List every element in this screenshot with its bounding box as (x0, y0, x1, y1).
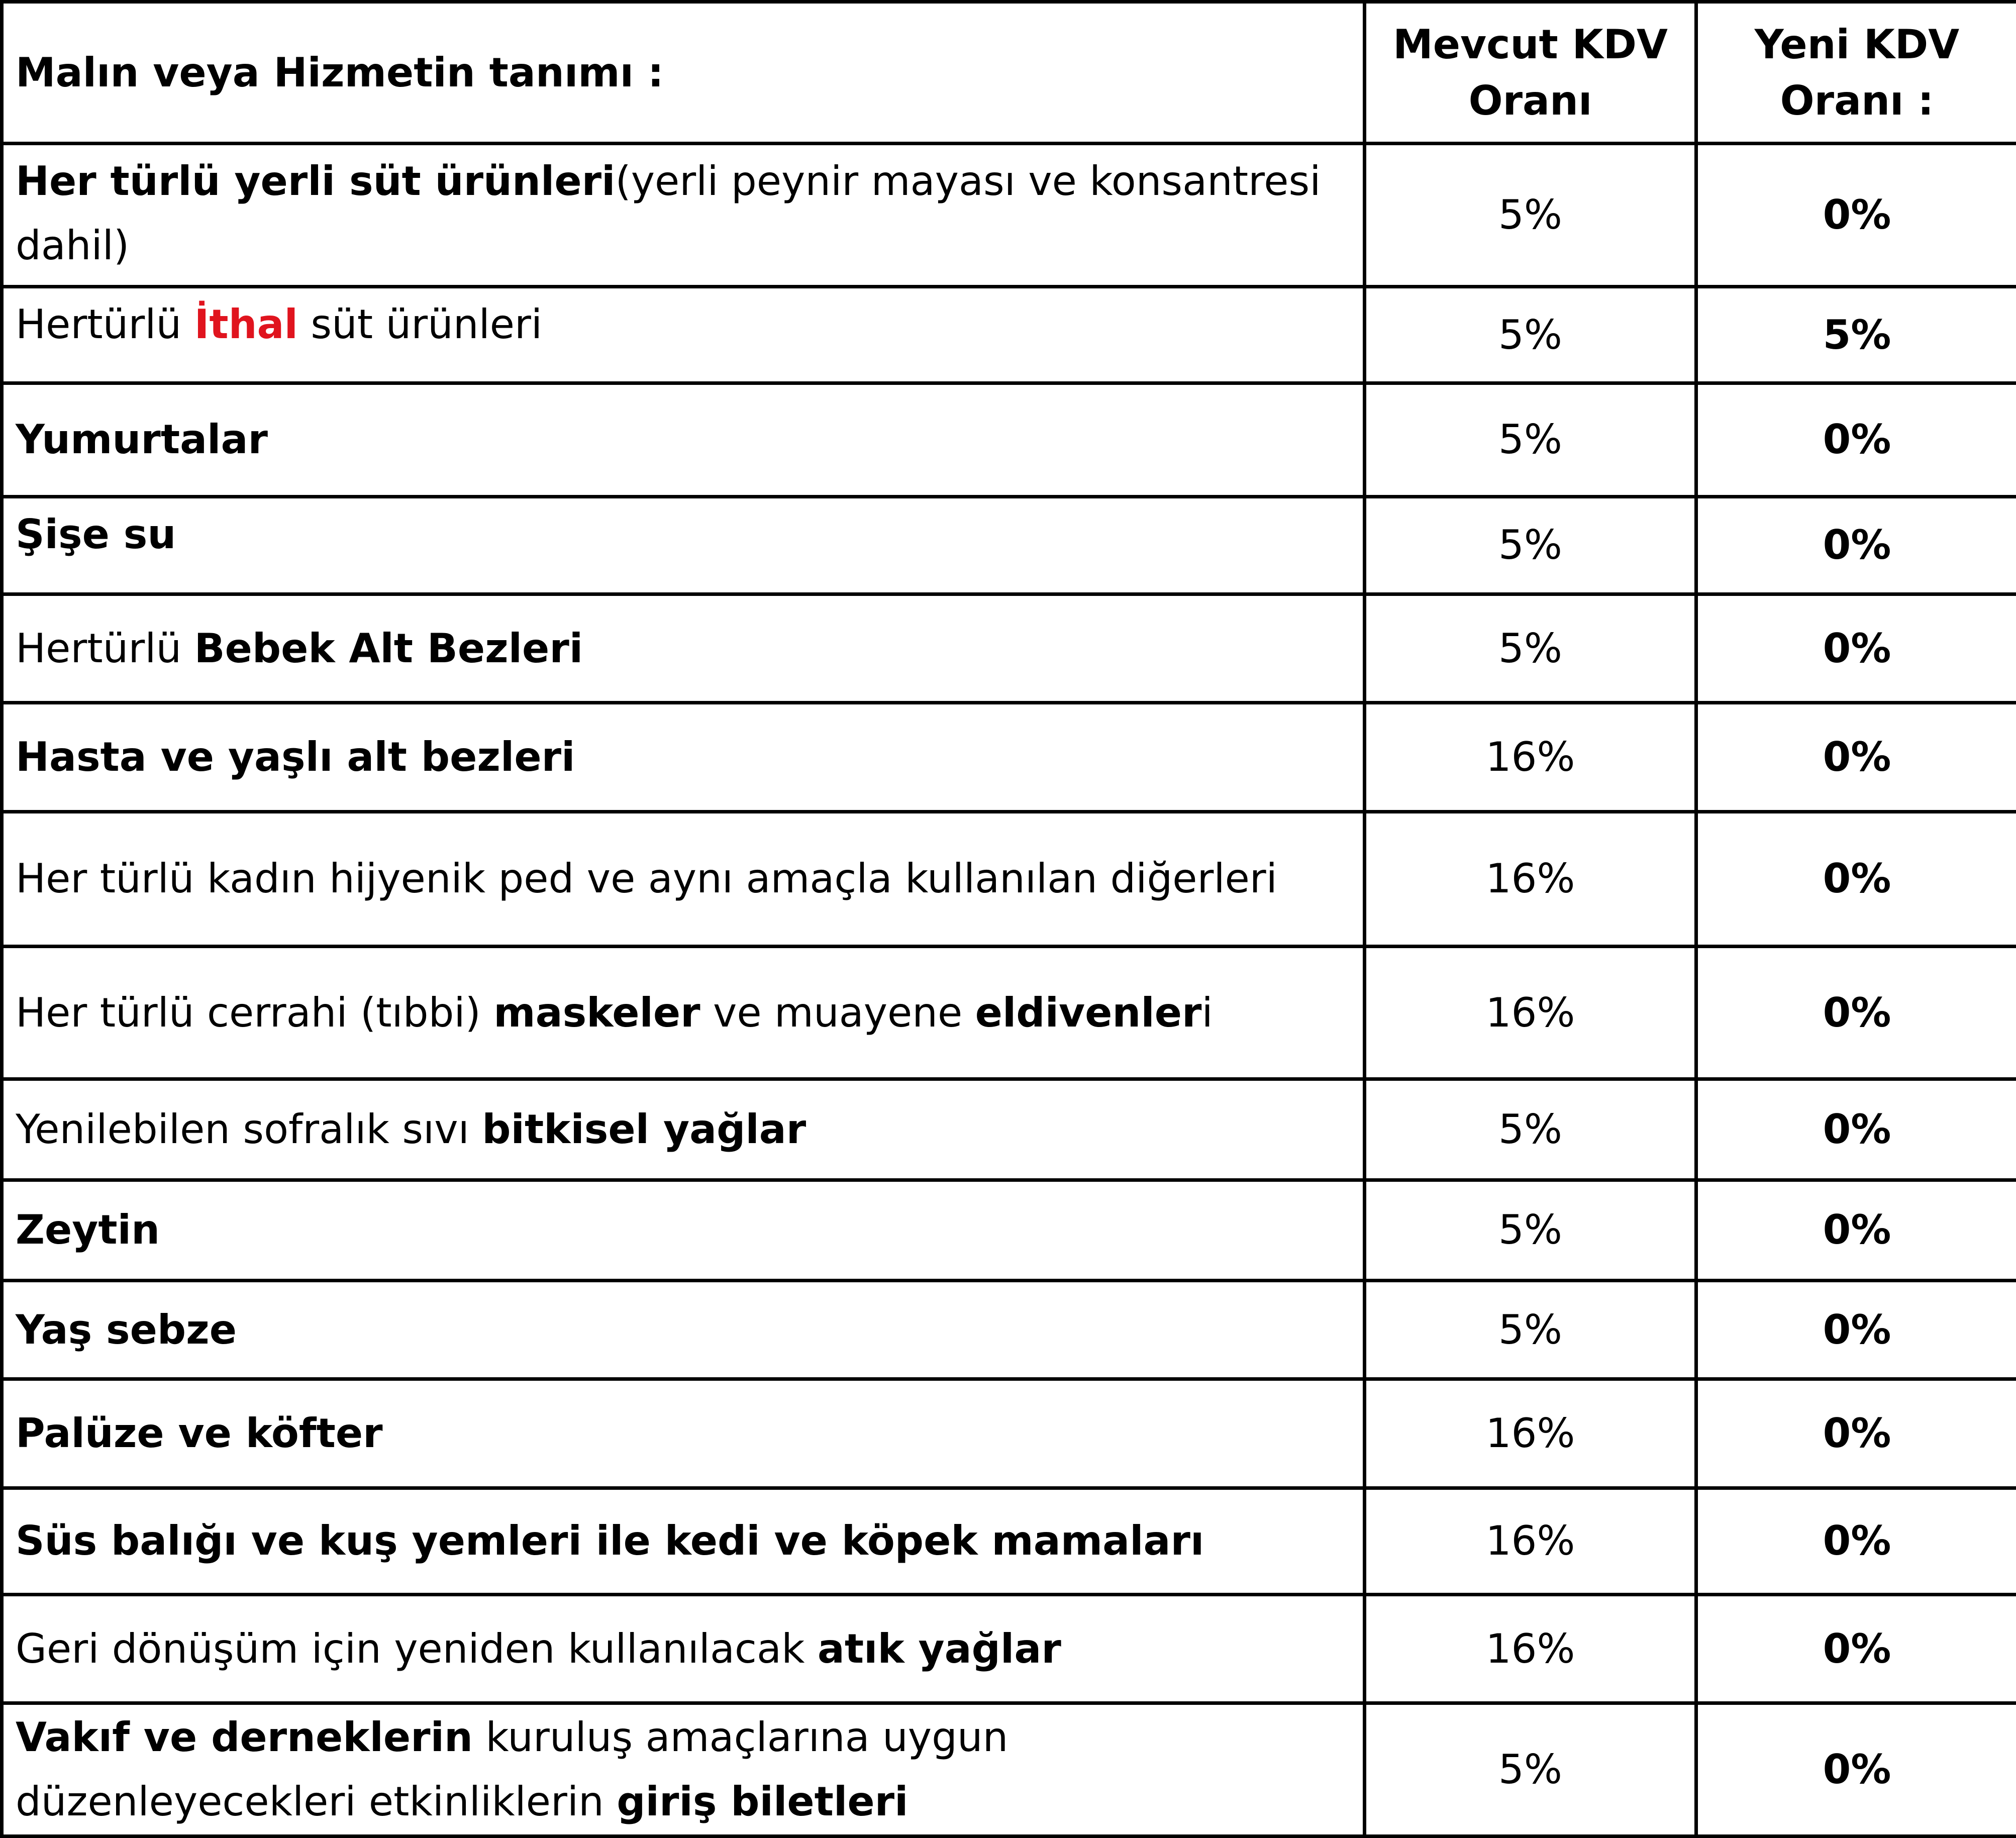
current-rate-cell: 5% (1365, 144, 1696, 286)
item-description (2, 286, 1365, 383)
new-rate-cell: 0% (1696, 1281, 2016, 1379)
item-description (2, 1180, 1365, 1280)
description-segment: (yerli peynir mayası ve konsantresi dahil) (16, 158, 1321, 269)
description-segment: ve muayene (700, 989, 975, 1036)
description-segment: Geri dönüşüm için yeniden kullanılacak (16, 1625, 818, 1672)
header-description (2, 2, 1365, 144)
new-rate-cell: 0% (1696, 1180, 2016, 1280)
description-segment: i (1201, 989, 1213, 1036)
header-new-rate (1696, 2, 2016, 144)
description-segment: Her türlü kadın hijyenik ped ve aynı amaçla kullanılan diğerleri (16, 855, 1277, 902)
item-description (2, 703, 1365, 811)
new-rate-cell: 0% (1696, 144, 2016, 286)
table-row (2, 703, 2016, 811)
current-rate-cell: 16% (1365, 1488, 1696, 1594)
table-row (2, 383, 2016, 496)
table-row (2, 1079, 2016, 1180)
current-rate-cell: 5% (1365, 1281, 1696, 1379)
item-description (2, 811, 1365, 946)
current-rate-cell: 5% (1365, 1180, 1696, 1280)
item-description (2, 594, 1365, 702)
current-rate-cell: 16% (1365, 1595, 1696, 1703)
description-segment: Hertürlü (16, 300, 194, 348)
new-rate-cell: 0% (1696, 1379, 2016, 1488)
current-rate-cell: 16% (1365, 1379, 1696, 1488)
description-segment: İthal (194, 300, 298, 348)
item-description (2, 1079, 1365, 1180)
current-rate-cell: 5% (1365, 383, 1696, 496)
header-current-rate-line1: Mevcut KDV (1393, 21, 1668, 68)
table-row (2, 1281, 2016, 1379)
table-row (2, 1703, 2016, 1836)
new-rate-cell: 0% (1696, 1595, 2016, 1703)
description-segment: atık yağlar (817, 1625, 1061, 1672)
item-description (2, 1595, 1365, 1703)
new-rate-cell: 0% (1696, 947, 2016, 1079)
description-segment: bitkisel yağlar (482, 1106, 807, 1153)
item-description (2, 1703, 1365, 1836)
item-description (2, 383, 1365, 496)
table-row (2, 811, 2016, 946)
description-segment: eldivenler (975, 989, 1202, 1036)
current-rate-cell: 5% (1365, 1703, 1696, 1836)
new-rate-cell: 0% (1696, 1703, 2016, 1836)
description-segment: Hasta ve yaşlı alt bezleri (16, 733, 575, 780)
description-segment: Her türlü yerli süt ürünleri (16, 158, 616, 205)
item-description (2, 1281, 1365, 1379)
description-segment: Yumurtalar (16, 416, 268, 463)
header-new-rate-line1: Yeni KDV (1754, 21, 1960, 68)
new-rate-cell: 0% (1696, 1079, 2016, 1180)
current-rate-cell: 16% (1365, 703, 1696, 811)
table-row (2, 594, 2016, 702)
header-new-rate-line2: Oranı : (1780, 77, 1934, 124)
description-segment: Palüze ve köfter (16, 1410, 383, 1457)
item-description (2, 1379, 1365, 1488)
current-rate-cell: 5% (1365, 594, 1696, 702)
current-rate-cell: 5% (1365, 286, 1696, 383)
table-row (2, 496, 2016, 594)
description-segment: Yaş sebze (16, 1306, 237, 1353)
item-description (2, 947, 1365, 1079)
description-segment: giriş biletleri (617, 1778, 909, 1825)
item-description (2, 144, 1365, 286)
table-row (2, 1180, 2016, 1280)
table-row (2, 1595, 2016, 1703)
table-row (2, 144, 2016, 286)
table-row (2, 1488, 2016, 1594)
current-rate-cell: 5% (1365, 1079, 1696, 1180)
table-row (2, 286, 2016, 383)
new-rate-cell: 0% (1696, 811, 2016, 946)
item-description (2, 1488, 1365, 1594)
description-segment: Süs balığı ve kuş yemleri ile kedi ve köpek mamaları (16, 1517, 1204, 1565)
current-rate-cell: 16% (1365, 811, 1696, 946)
new-rate-cell: 0% (1696, 703, 2016, 811)
current-rate-cell: 5% (1365, 496, 1696, 594)
new-rate-cell: 0% (1696, 383, 2016, 496)
new-rate-cell: 0% (1696, 1488, 2016, 1594)
new-rate-cell: 0% (1696, 594, 2016, 702)
description-segment: Vakıf ve derneklerin (16, 1714, 473, 1761)
description-segment: Şişe su (16, 510, 176, 558)
current-rate-cell: 16% (1365, 947, 1696, 1079)
description-segment: süt ürünleri (297, 300, 543, 348)
header-current-rate (1365, 2, 1696, 144)
description-segment: kuruluş amaçlarına uygun düzenleyecekleri etkinliklerin (16, 1714, 1009, 1825)
description-segment: Hertürlü (16, 625, 194, 672)
description-segment: Bebek Alt Bezleri (194, 625, 583, 672)
header-row (2, 2, 2016, 144)
header-description-label: Malın veya Hizmetin tanımı : (16, 49, 664, 96)
description-segment: Yenilebilen sofralık sıvı (16, 1106, 482, 1153)
description-segment: maskeler (493, 989, 700, 1036)
header-current-rate-line2: Oranı (1468, 77, 1592, 124)
item-description (2, 496, 1365, 594)
new-rate-cell: 0% (1696, 496, 2016, 594)
description-segment: Her türlü cerrahi (tıbbi) (16, 989, 494, 1036)
table-row (2, 1379, 2016, 1488)
description-segment: Zeytin (16, 1206, 160, 1254)
table-row (2, 947, 2016, 1079)
new-rate-cell: 5% (1696, 286, 2016, 383)
